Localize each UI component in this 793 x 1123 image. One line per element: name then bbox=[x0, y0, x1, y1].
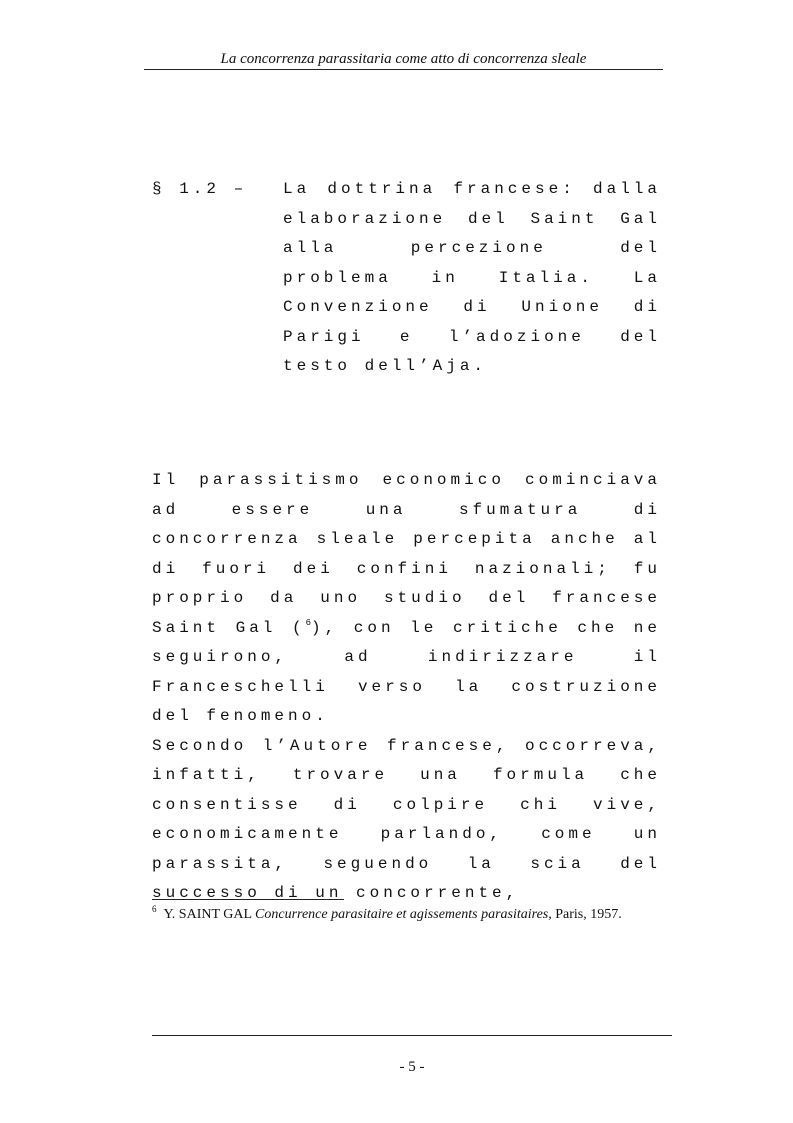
section-title: La dottrina francese: dalla elaborazione del Saint Gal alla percezione del problema in Italia. La Convenzione di Unione di Parigi e l’adozione del testo dell’Aja. bbox=[283, 180, 661, 375]
body-text bbox=[152, 466, 661, 909]
footer-rule bbox=[152, 1035, 672, 1036]
paragraph-2: Secondo l’Autore francese, occorreva, infatti, trovare una formula che consentisse di colpire chi vive, economicamente parlando, come un parassita, seguendo la scia del successo di un concorrente, bbox=[152, 736, 661, 902]
footnote bbox=[152, 906, 672, 924]
page-number: - 5 - bbox=[399, 1059, 425, 1075]
paragraph-1 bbox=[152, 466, 661, 732]
footnote-rule bbox=[152, 899, 344, 900]
footnote-author: Y. SAINT GAL bbox=[163, 907, 252, 922]
footnote-work-title: Concurrence parasitaire et agissements parasitaires, bbox=[255, 907, 552, 922]
paragraph-1-text-b: ), con le critiche che ne seguirono, ad indirizzare il Franceschelli verso la costruzione del fenomeno. bbox=[152, 618, 661, 725]
footnote-publication: Paris, 1957. bbox=[555, 907, 622, 922]
section-number: § 1.2 – bbox=[152, 180, 248, 198]
paragraph-1-text-a: Il parassitismo economico cominciava ad essere una sfumatura di concorrenza sleale percepita anche al di fuori dei confini nazionali; fu proprio da uno studio del francese Saint Gal ( bbox=[152, 471, 661, 637]
running-header-title: La concorrenza parassitaria come atto di concorrenza sleale bbox=[220, 51, 587, 67]
footnote-number: 6 bbox=[152, 904, 157, 914]
header-rule bbox=[144, 69, 663, 70]
footnote-reference: 6 bbox=[305, 617, 312, 628]
